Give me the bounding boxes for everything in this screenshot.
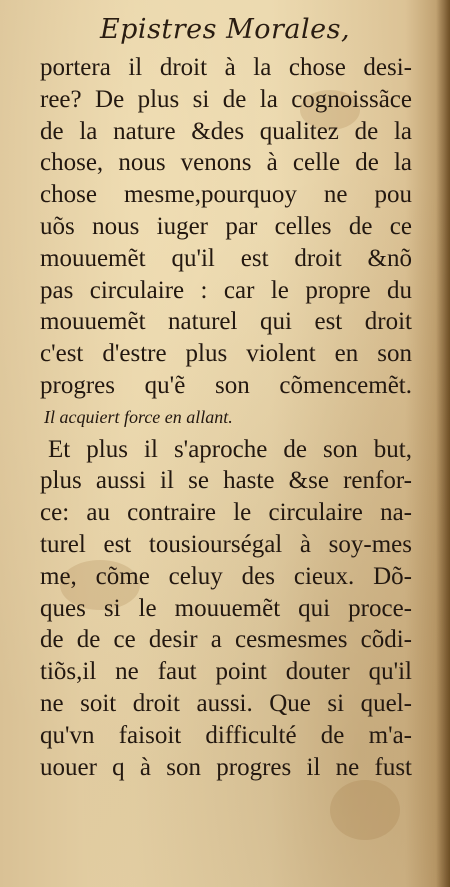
text-line: uõs nous iuger par celles de ce bbox=[40, 212, 412, 240]
text-line: tiõs,il ne faut point douter qu'il bbox=[40, 658, 412, 686]
text-line: turel est tousiourségal à soy-mes bbox=[40, 530, 412, 558]
text-line: ques si le mouuemẽt qui proce- bbox=[40, 594, 412, 622]
body-text bbox=[40, 52, 412, 783]
text-line: uouer q à son progres il ne fust bbox=[40, 753, 412, 781]
text-line: ne soit droit aussi. Que si quel- bbox=[40, 689, 412, 717]
text-line: progres qu'ẽ son cõmencemẽt. bbox=[40, 371, 412, 399]
text-line: c'est d'estre plus violent en son bbox=[40, 340, 412, 368]
text-line: mouuemẽt qu'il est droit &nõ bbox=[40, 244, 412, 272]
text-line: de de ce desir a cesmesmes cõdi- bbox=[40, 626, 412, 654]
text-line: ree? De plus si de la cognoissãce bbox=[40, 85, 412, 113]
text-line: me, cõme celuy des cieux. Dõ- bbox=[40, 562, 412, 590]
text-line: ce: au contraire le circulaire na- bbox=[40, 499, 412, 527]
text-line: chose mesme,pourquoy ne pou bbox=[40, 181, 412, 209]
text-line: mouuemẽt naturel qui est droit bbox=[40, 308, 412, 336]
text-line: plus aussi il se haste &se renfor- bbox=[40, 467, 412, 495]
text-line: Et plus il s'aproche de son but, bbox=[48, 435, 412, 463]
text-line: pas circulaire : car le propre du bbox=[40, 276, 412, 304]
text-line: qu'vn faisoit difficulté de m'a- bbox=[40, 721, 412, 749]
running-head: Epistres Morales, bbox=[99, 14, 351, 45]
text-line: portera il droit à la chose desi- bbox=[40, 54, 412, 81]
page-edge-shadow bbox=[436, 0, 450, 887]
margin-note: Il acquiert force en allant. bbox=[44, 406, 233, 427]
text-line: de la nature &des qualitez de la bbox=[40, 117, 412, 145]
text-line: chose, nous venons à celle de la bbox=[40, 149, 412, 177]
paper-stain bbox=[330, 780, 400, 840]
